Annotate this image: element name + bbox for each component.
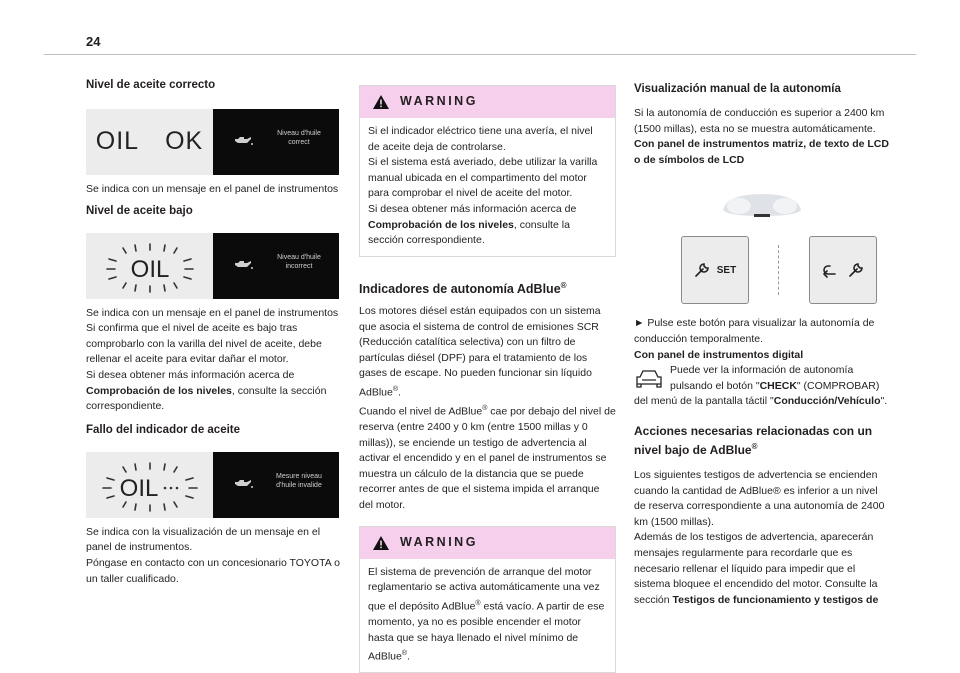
text-oil-fail-2: Póngase en contacto con un concesionario TOYOTA o un taller cualificado. bbox=[86, 556, 340, 585]
wrench-icon bbox=[847, 261, 865, 279]
text-oil-fail-1: Se indica con la visualización de un mensaje en el panel de instrumentos. bbox=[86, 525, 321, 554]
warning-title: WARNING bbox=[400, 94, 478, 109]
warning-body bbox=[360, 118, 615, 256]
oil-fail-message: Mesure niveau d'huile invalide bbox=[276, 472, 322, 489]
oil-can-icon bbox=[233, 259, 253, 271]
heading-adblue-actions: Acciones necesarias relacionadas con un nivel bajo de AdBlue® bbox=[634, 423, 873, 457]
panel-oil-ok bbox=[86, 109, 339, 175]
warning-title: WARNING bbox=[400, 534, 478, 549]
heading-oil-low: Nivel de aceite bajo bbox=[86, 204, 193, 217]
oil-can-icon bbox=[233, 135, 253, 147]
text-oil-low-1: Se indica con un mensaje en el panel de instrumentos bbox=[86, 306, 339, 319]
warning-box-adblue bbox=[359, 526, 616, 673]
oil-ok-display bbox=[86, 109, 213, 175]
panel-oil-fail bbox=[86, 452, 339, 518]
column-1 bbox=[86, 78, 340, 587]
column-3 bbox=[634, 82, 889, 608]
oil-label: OIL bbox=[95, 127, 140, 156]
oil-ok-message: Niveau d'huile correct bbox=[277, 130, 321, 146]
oil-low-display bbox=[86, 233, 213, 299]
heading-oil-fail: Fallo del indicador de aceite bbox=[86, 423, 241, 436]
warning-header bbox=[360, 86, 615, 118]
text-oil-low-3: Si desea obtener más información acerca de Comprobación de los niveles, consulte la sección correspondiente. bbox=[86, 368, 327, 413]
heading-oil-ok: Nivel de aceite correcto bbox=[86, 79, 216, 91]
oil-can-icon bbox=[233, 478, 253, 490]
warning-box-oil bbox=[359, 85, 616, 257]
warning-line-1: El sistema de prevención de arranque del motor reglamentario se activa automáticamente una vez que el depósito AdBlue® está vacío. A partir de ese momento, ya no es posible encender el motor hasta que se haya llenado el nivel mínimo de AdBlue®. bbox=[368, 565, 605, 663]
panel-oil-low bbox=[86, 233, 339, 299]
set-buttons-row bbox=[668, 236, 889, 304]
warning-line-1: Si el indicador eléctrico tiene una avería, el nivel de aceite deja de controlarse. bbox=[368, 125, 593, 153]
text-digital-info: Puede ver la información de autonomía pulsando el botón "CHECK" (COMPROBAR) del menú de la pantalla táctil "Conducción/Vehículo". bbox=[634, 364, 888, 408]
heading-manual-range: Visualización manual de la autonomía bbox=[634, 83, 841, 95]
heading-adblue: Indicadores de autonomía AdBlue® bbox=[359, 280, 567, 296]
oil-low-message: Niveau d'huile incorrect bbox=[277, 253, 321, 270]
warning-triangle-icon bbox=[372, 535, 390, 551]
set-button[interactable] bbox=[681, 236, 749, 304]
column-2 bbox=[359, 85, 616, 673]
text-actions-1: Los siguientes testigos de advertencia se encienden cuando la cantidad de AdBlue® es inferior a un nivel de reserva correspondiente a una autonomía de 2400 km (1500 millas). bbox=[634, 468, 885, 528]
warning-triangle-icon bbox=[372, 94, 390, 110]
text-manual-2: Con panel de instrumentos matriz, de texto de LCD o de símbolos de LCD bbox=[634, 138, 889, 166]
page-number: 24 bbox=[86, 34, 101, 49]
instrument-cluster-icon bbox=[717, 190, 807, 222]
oil-fail-label: OIL bbox=[119, 474, 158, 502]
oil-fail-display bbox=[86, 452, 213, 518]
warning-body bbox=[360, 559, 615, 673]
oil-warning-rays-icon bbox=[95, 239, 205, 293]
text-oil-low-2: Si confirma que el nivel de aceite es bajo tras comprobarlo con la varilla del nivel de aceite, debe rellenar el aceite para evitar dañar el motor. bbox=[86, 322, 322, 366]
text-adblue-2: Cuando el nivel de AdBlue® cae por debajo del nivel de reserva (entre 2400 y 0 km (entre 1500 millas y 0 millas)), se enciende un testigo de advertencia al activar el encendido y en el panel de instrumentos se muestra un cálculo de la distancia que se puede recorrer antes de que el sistema impida el arranque del motor. bbox=[359, 404, 616, 512]
oil-fail-message-screen bbox=[213, 452, 339, 518]
oil-fail-rays-icon bbox=[95, 458, 205, 512]
dashed-separator bbox=[749, 245, 809, 295]
text-actions-2: Además de los testigos de advertencia, aparecerán mensajes regularmente para recordarle que es necesario rellenar el líquido para impedir que el sistema bloquee el encendido del motor. Consulte la sección Testigos de funcionamiento y testigos de bbox=[634, 531, 879, 606]
oil-low-message-screen bbox=[213, 233, 339, 299]
warning-line-3: Si desea obtener más información acerca de Comprobación de los niveles, consulte la sección correspondiente. bbox=[368, 202, 577, 247]
wrench-icon bbox=[693, 261, 711, 279]
top-rule bbox=[44, 54, 916, 55]
text-manual-1: Si la autonomía de conducción es superior a 2400 km (1500 millas), esta no se muestra automáticamente. bbox=[634, 107, 885, 135]
back-wrench-button[interactable] bbox=[809, 236, 877, 304]
ok-label: OK bbox=[165, 127, 204, 156]
text-press-button: ► Pulse este botón para visualizar la autonomía de conducción temporalmente. bbox=[634, 317, 875, 345]
text-digital-heading: Con panel de instrumentos digital bbox=[634, 348, 804, 361]
warning-line-2: Si el sistema está averiado, debe utilizar la varilla manual ubicada en el compartimento del motor para comprobar el nivel de aceite del motor. bbox=[368, 156, 598, 200]
oil-low-label: OIL bbox=[130, 255, 169, 283]
instrument-cluster-illustration bbox=[634, 190, 889, 222]
warning-header bbox=[360, 527, 615, 559]
text-oil-ok: Se indica con un mensaje en el panel de instrumentos bbox=[86, 183, 339, 195]
car-icon bbox=[634, 365, 664, 391]
link-text-levels: Comprobación de los niveles bbox=[86, 384, 232, 397]
return-arrow-icon bbox=[821, 261, 841, 279]
set-button-label: SET bbox=[716, 264, 737, 276]
oil-ok-message-screen bbox=[213, 109, 339, 175]
text-adblue-1: Los motores diésel están equipados con un sistema que asocia el sistema de control de emisiones SCR (Reducción catalítica selectiva) con un filtro de partículas diésel (DPF) para el tratamiento de los gases de escape. No pueden funcionar sin líquido AdBlue®. bbox=[359, 304, 601, 399]
